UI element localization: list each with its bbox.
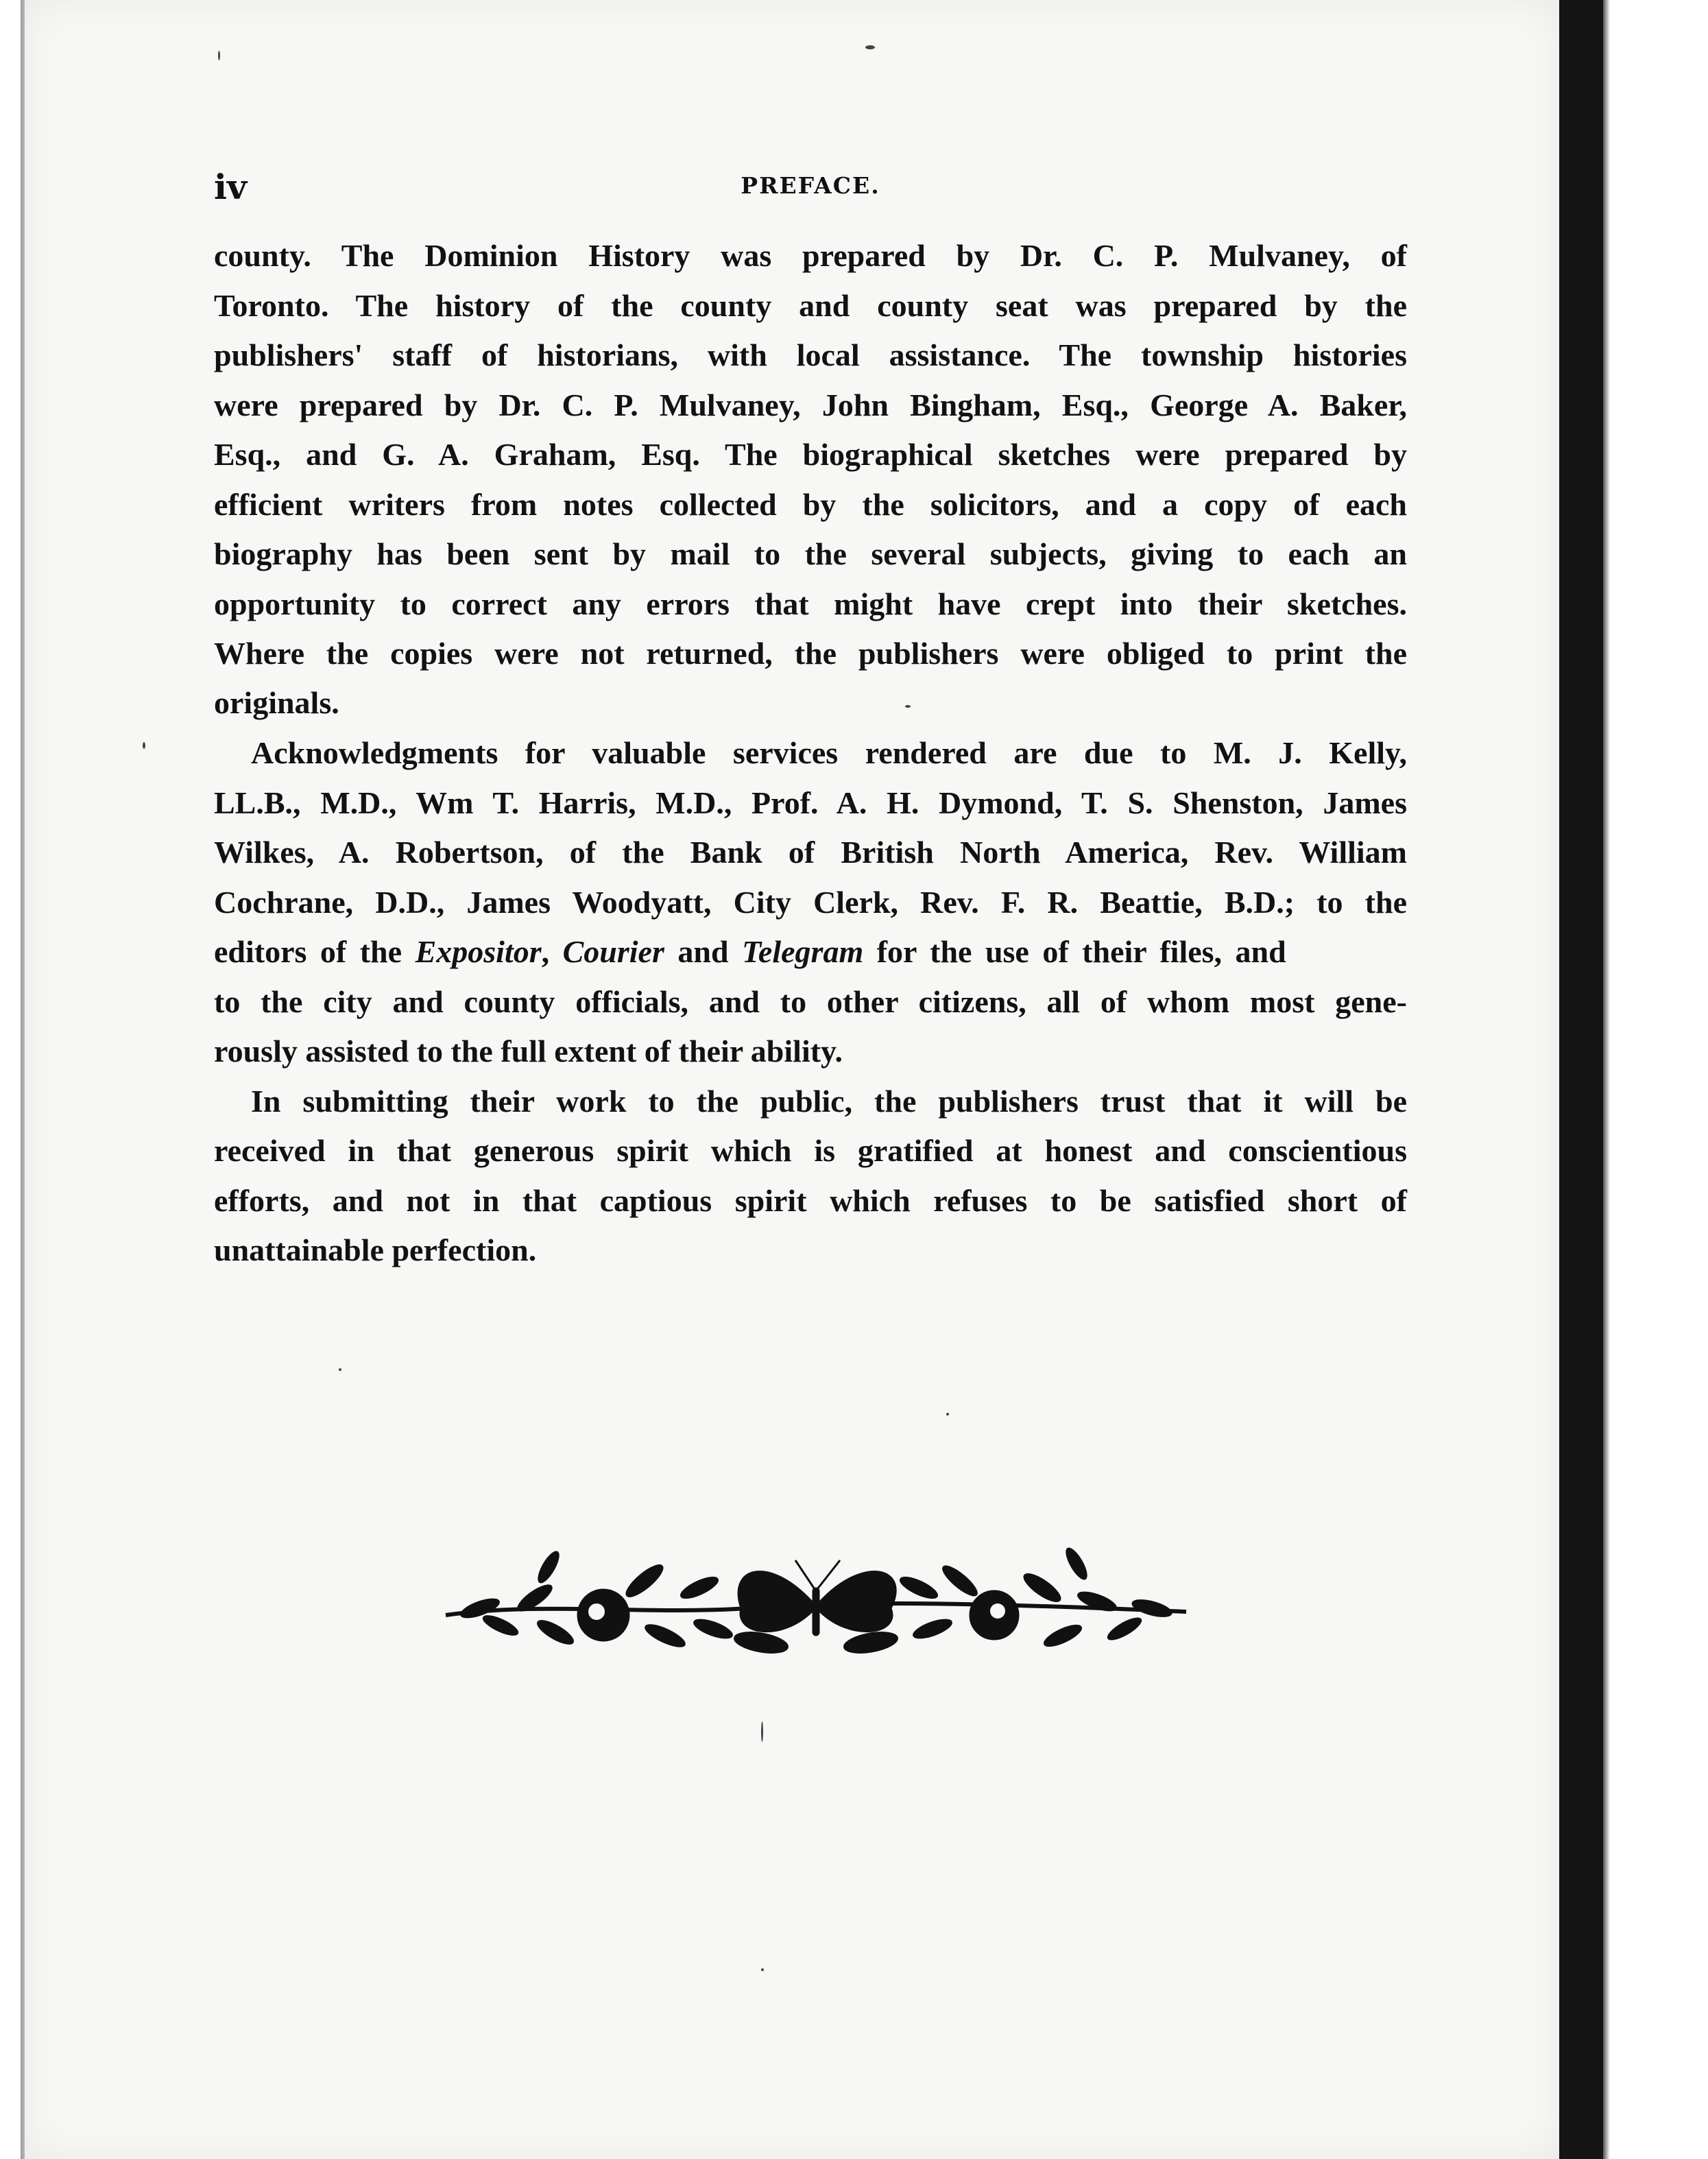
scan-speck: [946, 1413, 949, 1416]
floral-butterfly-ornament-icon: [439, 1540, 1193, 1677]
binding-shadow-gradient: [1603, 0, 1610, 2159]
text-line: Wilkes, A. Robertson, of the Bank of British North America, Rev. William: [214, 835, 1407, 870]
text-run: editors of the: [214, 934, 402, 969]
newspaper-title: Telegram: [742, 934, 864, 969]
text-line: [214, 931, 1407, 973]
scan-speck: [218, 51, 220, 60]
text-run: ,: [541, 934, 563, 969]
page-header: [214, 167, 1407, 215]
text-line: received in that generous spirit which is gratified at honest and conscientious: [214, 1133, 1407, 1168]
text-run: and: [664, 934, 743, 969]
scan-speck: [761, 1968, 764, 1971]
text-line: opportunity to correct any errors that might have crept into their sketches.: [214, 586, 1407, 621]
text-run: for the use of their files, and: [863, 934, 1286, 969]
running-head: PREFACE.: [741, 172, 880, 199]
text-line: were prepared by Dr. C. P. Mulvaney, John Bingham, Esq., George A. Baker,: [214, 387, 1407, 422]
text-line: Acknowledgments for valuable services rendered are due to M. J. Kelly,: [251, 735, 1407, 770]
scan-speck: [865, 45, 875, 49]
scan-speck: [339, 1368, 341, 1371]
binding-shadow-bar: [1559, 0, 1603, 2159]
text-line: Where the copies were not returned, the publishers were obliged to print the: [214, 636, 1407, 671]
text-line: efficient writers from notes collected by the solicitors, and a copy of each: [214, 487, 1407, 522]
text-line: originals.: [214, 685, 339, 720]
text-line: publishers' staff of historians, with local assistance. The township histories: [214, 337, 1407, 372]
text-line: Esq., and G. A. Graham, Esq. The biographical sketches were prepared by: [214, 437, 1407, 472]
text-line: Cochrane, D.D., James Woodyatt, City Clerk, Rev. F. R. Beattie, B.D.; to the: [214, 885, 1407, 920]
text-line: biography has been sent by mail to the several subjects, giving to each an: [214, 536, 1407, 571]
text-line: In submitting their work to the public, the publishers trust that it will be: [251, 1084, 1407, 1119]
scan-speck: [143, 742, 145, 749]
newspaper-title: Expositor: [415, 934, 542, 969]
text-line: unattainable perfection.: [214, 1232, 537, 1267]
text-line: efforts, and not in that captious spirit which refuses to be satisfied short of: [214, 1183, 1407, 1218]
text-line: to the city and county officials, and to other citizens, all of whom most gene-: [214, 984, 1407, 1019]
newspaper-title: Courier: [562, 934, 664, 969]
page-number: iv: [214, 167, 248, 207]
scan-speck: [761, 1721, 763, 1742]
text-line: county. The Dominion History was prepared by Dr. C. P. Mulvaney, of: [214, 238, 1407, 273]
text-line: LL.B., M.D., Wm T. Harris, M.D., Prof. A. H. Dymond, T. S. Shenston, James: [214, 785, 1407, 820]
text-line: rously assisted to the full extent of their ability.: [214, 1034, 843, 1069]
text-line: Toronto. The history of the county and county seat was prepared by the: [214, 288, 1407, 323]
